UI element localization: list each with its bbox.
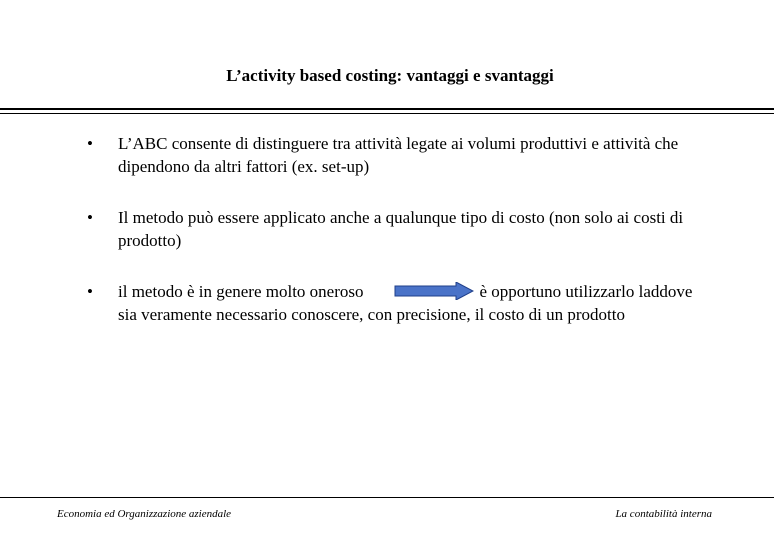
bullet-marker: • xyxy=(87,208,93,227)
bullet-marker: • xyxy=(87,134,93,153)
footer-section-name: La contabilità interna xyxy=(615,508,712,520)
footer-course-name: Economia ed Organizzazione aziendale xyxy=(57,508,232,520)
footer-divider xyxy=(0,497,774,498)
slide-title: L’activity based costing: vantaggi e svantaggi xyxy=(226,66,554,85)
bullet-text-after-arrow: è opportuno utilizzarlo laddove sia veramente necessario conoscere, con precisione, il costo di un prodotto xyxy=(118,282,693,324)
bullet-item-cost-types xyxy=(82,206,702,252)
bullet-text: L’ABC consente di distinguere tra attività legate ai volumi produttivi e attività che dipendono da altri fattori (ex. set-up) xyxy=(118,134,679,176)
bullet-text: Il metodo può essere applicato anche a qualunque tipo di costo (non solo ai costi di prodotto) xyxy=(118,208,684,250)
title-divider-thick xyxy=(0,108,774,110)
bullet-item-abc-distinction xyxy=(82,132,702,178)
bullet-list xyxy=(82,132,702,354)
bullet-marker: • xyxy=(87,282,93,301)
title-divider-thin xyxy=(0,113,774,114)
bullet-item-method-cost xyxy=(82,280,702,326)
bullet-text-before-arrow: il metodo è in genere molto oneroso xyxy=(118,282,364,301)
right-arrow-icon xyxy=(394,282,474,300)
